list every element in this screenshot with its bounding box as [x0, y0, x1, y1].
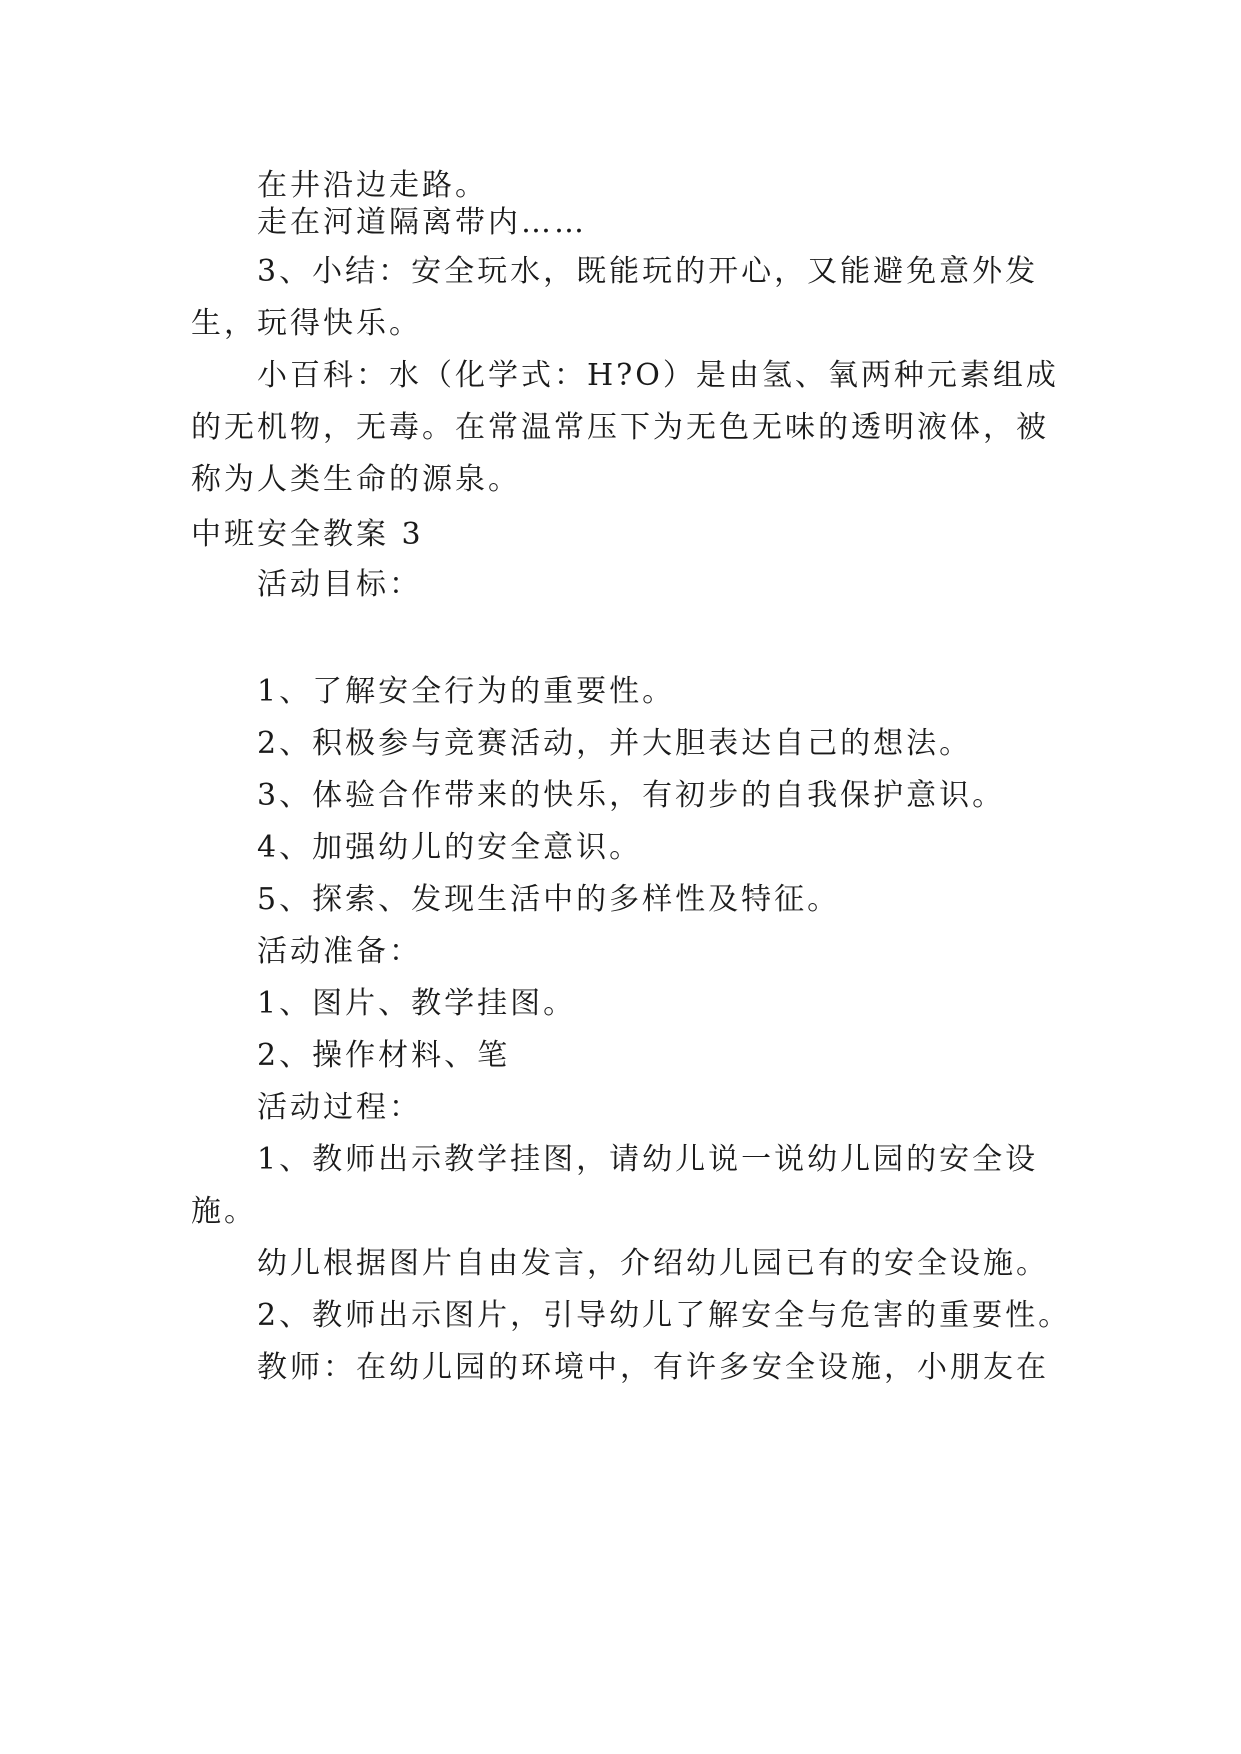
paragraph-line: 2、操作材料、笔 — [257, 1038, 511, 1073]
paragraph-line: 活动过程： — [257, 1090, 422, 1125]
paragraph-line: 1、了解安全行为的重要性。 — [257, 674, 676, 709]
paragraph-line: 的无机物，无毒。在常温常压下为无色无味的透明液体，被 — [191, 410, 1049, 445]
paragraph-line: 施。 — [191, 1194, 257, 1229]
paragraph-line: 2、积极参与竞赛活动，并大胆表达自己的想法。 — [257, 726, 973, 761]
paragraph-line: 活动目标： — [257, 567, 422, 602]
paragraph-line: 在井沿边走路。 — [257, 168, 488, 203]
paragraph-line: 3、体验合作带来的快乐，有初步的自我保护意识。 — [257, 778, 1006, 813]
paragraph-line: 4、加强幼儿的安全意识。 — [257, 830, 643, 865]
paragraph-line: 3、小结：安全玩水，既能玩的开心，又能避免意外发 — [257, 254, 1039, 289]
paragraph-line: 教师：在幼儿园的环境中，有许多安全设施，小朋友在 — [257, 1350, 1049, 1385]
section-heading: 中班安全教案 3 — [191, 517, 424, 552]
paragraph-line: 2、教师出示图片，引导幼儿了解安全与危害的重要性。 — [257, 1298, 1072, 1333]
paragraph-line: 幼儿根据图片自由发言，介绍幼儿园已有的安全设施。 — [257, 1246, 1049, 1281]
paragraph-line: 1、教师出示教学挂图，请幼儿说一说幼儿园的安全设 — [257, 1142, 1039, 1177]
paragraph-line: 活动准备： — [257, 934, 422, 969]
paragraph-line: 生，玩得快乐。 — [191, 306, 422, 341]
paragraph-line: 5、探索、发现生活中的多样性及特征。 — [257, 882, 841, 917]
paragraph-line: 小百科：水（化学式：H?O）是由氢、氧两种元素组成 — [257, 358, 1059, 393]
paragraph-line: 1、图片、教学挂图。 — [257, 986, 577, 1021]
paragraph-line: 称为人类生命的源泉。 — [191, 462, 521, 497]
paragraph-line: 走在河道隔离带内…… — [257, 205, 587, 240]
